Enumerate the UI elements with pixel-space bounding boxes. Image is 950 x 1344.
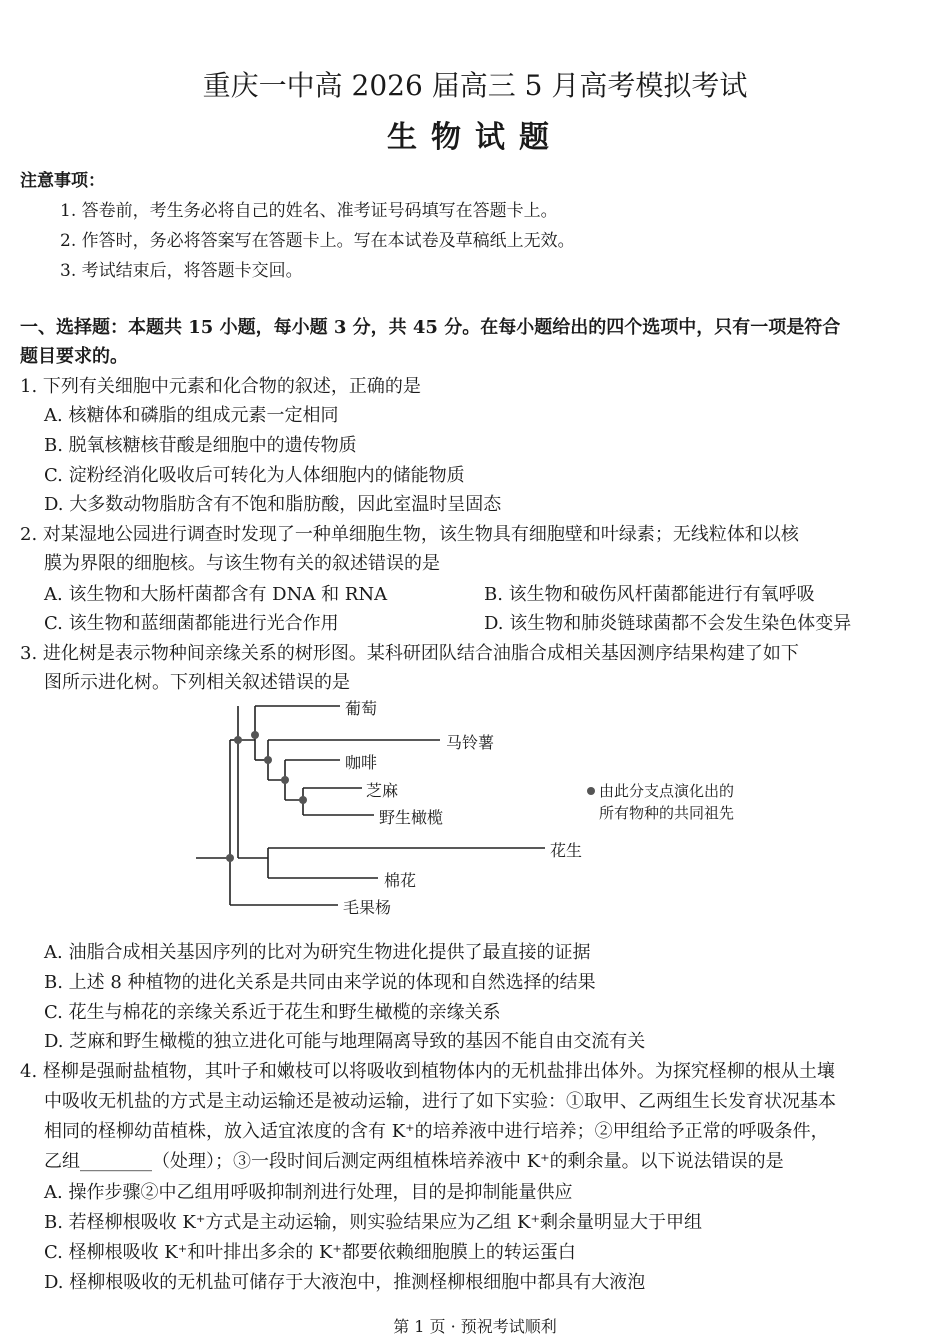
question-4-option-b: B. 若柽柳根吸收 K⁺方式是主动运输，则实验结果应为乙组 K⁺剩余量明显大于甲组 <box>44 1212 703 1233</box>
question-2-option-a: A. 该生物和大肠杆菌都含有 DNA 和 RNA <box>44 584 388 605</box>
section-heading-line1: 一、选择题：本题共 15 小题，每小题 3 分，共 45 分。在每小题给出的四个选项中，只有一项是符合 <box>20 317 841 338</box>
question-2-stem-line1: 2. 对某湿地公园进行调查时发现了一种单细胞生物，该生物具有细胞壁和叶绿素；无线粒体和以核 <box>20 524 799 545</box>
question-1-stem: 1. 下列有关细胞中元素和化合物的叙述，正确的是 <box>20 376 421 397</box>
question-3-option-d: D. 芝麻和野生橄榄的独立进化可能与地理隔离导致的基因不能自由交流有关 <box>44 1031 646 1052</box>
ancestor-node-dot <box>281 776 289 784</box>
question-2-option-c: C. 该生物和蓝细菌都能进行光合作用 <box>44 613 339 634</box>
legend-text-line2: 所有物种的共同祖先 <box>599 804 735 822</box>
question-4-stem-line2: 中吸收无机盐的方式是主动运输还是被动运输，进行了如下实验：①取甲、乙两组生长发育状况基本 <box>44 1091 836 1112</box>
tree-label-mianhua: 棉花 <box>384 871 417 890</box>
question-4-option-d: D. 柽柳根吸收的无机盐可储存于大液泡中，推测柽柳根细胞中都具有大液泡 <box>44 1272 646 1293</box>
page-footer: 第 1 页 · 预祝考试顺利 <box>393 1317 557 1336</box>
legend-text-line1: 由此分支点演化出的 <box>599 782 735 800</box>
question-1-option-d: D. 大多数动物脂肪含有不饱和脂肪酸，因此室温时呈固态 <box>44 494 502 515</box>
question-2-stem-line2: 膜为界限的细胞核。与该生物有关的叙述错误的是 <box>44 553 440 574</box>
question-4-option-c: C. 柽柳根吸收 K⁺和叶排出多余的 K⁺都要依赖细胞膜上的转运蛋白 <box>44 1242 576 1263</box>
question-4-stem-line3: 相同的柽柳幼苗植株，放入适宜浓度的含有 K⁺的培养液中进行培养；②甲组给予正常的呼吸条件， <box>44 1121 829 1142</box>
ancestor-node-dot <box>264 756 272 764</box>
question-3-option-c: C. 花生与棉花的亲缘关系近于花生和野生橄榄的亲缘关系 <box>44 1002 501 1023</box>
tree-label-maoguoyang: 毛果杨 <box>343 898 392 917</box>
notice-heading: 注意事项： <box>20 171 105 191</box>
tree-label-yeshengganlan: 野生橄榄 <box>379 808 444 827</box>
question-3-option-a: A. 油脂合成相关基因序列的比对为研究生物进化提供了最直接的证据 <box>44 942 591 963</box>
legend-dot <box>587 787 595 795</box>
question-4-stem-line4: 乙组________（处理）；③一段时间后测定两组植株培养液中 K⁺的剩余量。以下说法错误的是 <box>44 1151 784 1172</box>
notice-item: 3. 考试结束后，将答题卡交回。 <box>60 261 303 281</box>
question-3-stem-line2: 图所示进化树。下列相关叙述错误的是 <box>44 672 350 693</box>
ancestor-node-dot <box>226 854 234 862</box>
question-4-stem-line1: 4. 柽柳是强耐盐植物，其叶子和嫩枝可以将吸收到植物体内的无机盐排出体外。为探究柽柳的根从土壤 <box>20 1061 835 1082</box>
section-heading-line2: 题目要求的。 <box>20 346 128 367</box>
question-1-option-b: B. 脱氧核糖核苷酸是细胞中的遗传物质 <box>44 435 357 456</box>
ancestor-node-dot <box>234 736 242 744</box>
question-3-stem-line1: 3. 进化树是表示物种间亲缘关系的树形图。某科研团队结合油脂合成相关基因测序结果构建了如下 <box>20 643 799 664</box>
tree-label-putao: 葡萄 <box>345 699 378 718</box>
notice-item: 1. 答卷前，考生务必将自己的姓名、准考证号码填写在答题卡上。 <box>60 201 558 221</box>
question-2-option-b: B. 该生物和破伤风杆菌都能进行有氧呼吸 <box>484 584 815 605</box>
tree-label-huasheng: 花生 <box>550 841 583 860</box>
question-3-option-b: B. 上述 8 种植物的进化关系是共同由来学说的体现和自然选择的结果 <box>44 972 596 993</box>
question-2-option-d: D. 该生物和肺炎链球菌都不会发生染色体变异 <box>484 613 852 634</box>
ancestor-node-dot <box>251 731 259 739</box>
tree-label-zhima: 芝麻 <box>366 781 399 800</box>
tree-label-kafei: 咖啡 <box>345 753 378 772</box>
tree-label-malingshu: 马铃薯 <box>446 733 495 752</box>
exam-subtitle: 生物试题 <box>387 120 563 155</box>
exam-title: 重庆一中高 2026 届高三 5 月高考模拟考试 <box>202 69 748 102</box>
question-4-option-a: A. 操作步骤②中乙组用呼吸抑制剂进行处理，目的是抑制能量供应 <box>44 1182 573 1203</box>
question-1-option-c: C. 淀粉经消化吸收后可转化为人体细胞内的储能物质 <box>44 465 465 486</box>
question-1-option-a: A. 核糖体和磷脂的组成元素一定相同 <box>44 405 339 426</box>
ancestor-node-dot <box>299 796 307 804</box>
notice-item: 2. 作答时，务必将答案写在答题卡上。写在本试卷及草稿纸上无效。 <box>60 231 575 251</box>
